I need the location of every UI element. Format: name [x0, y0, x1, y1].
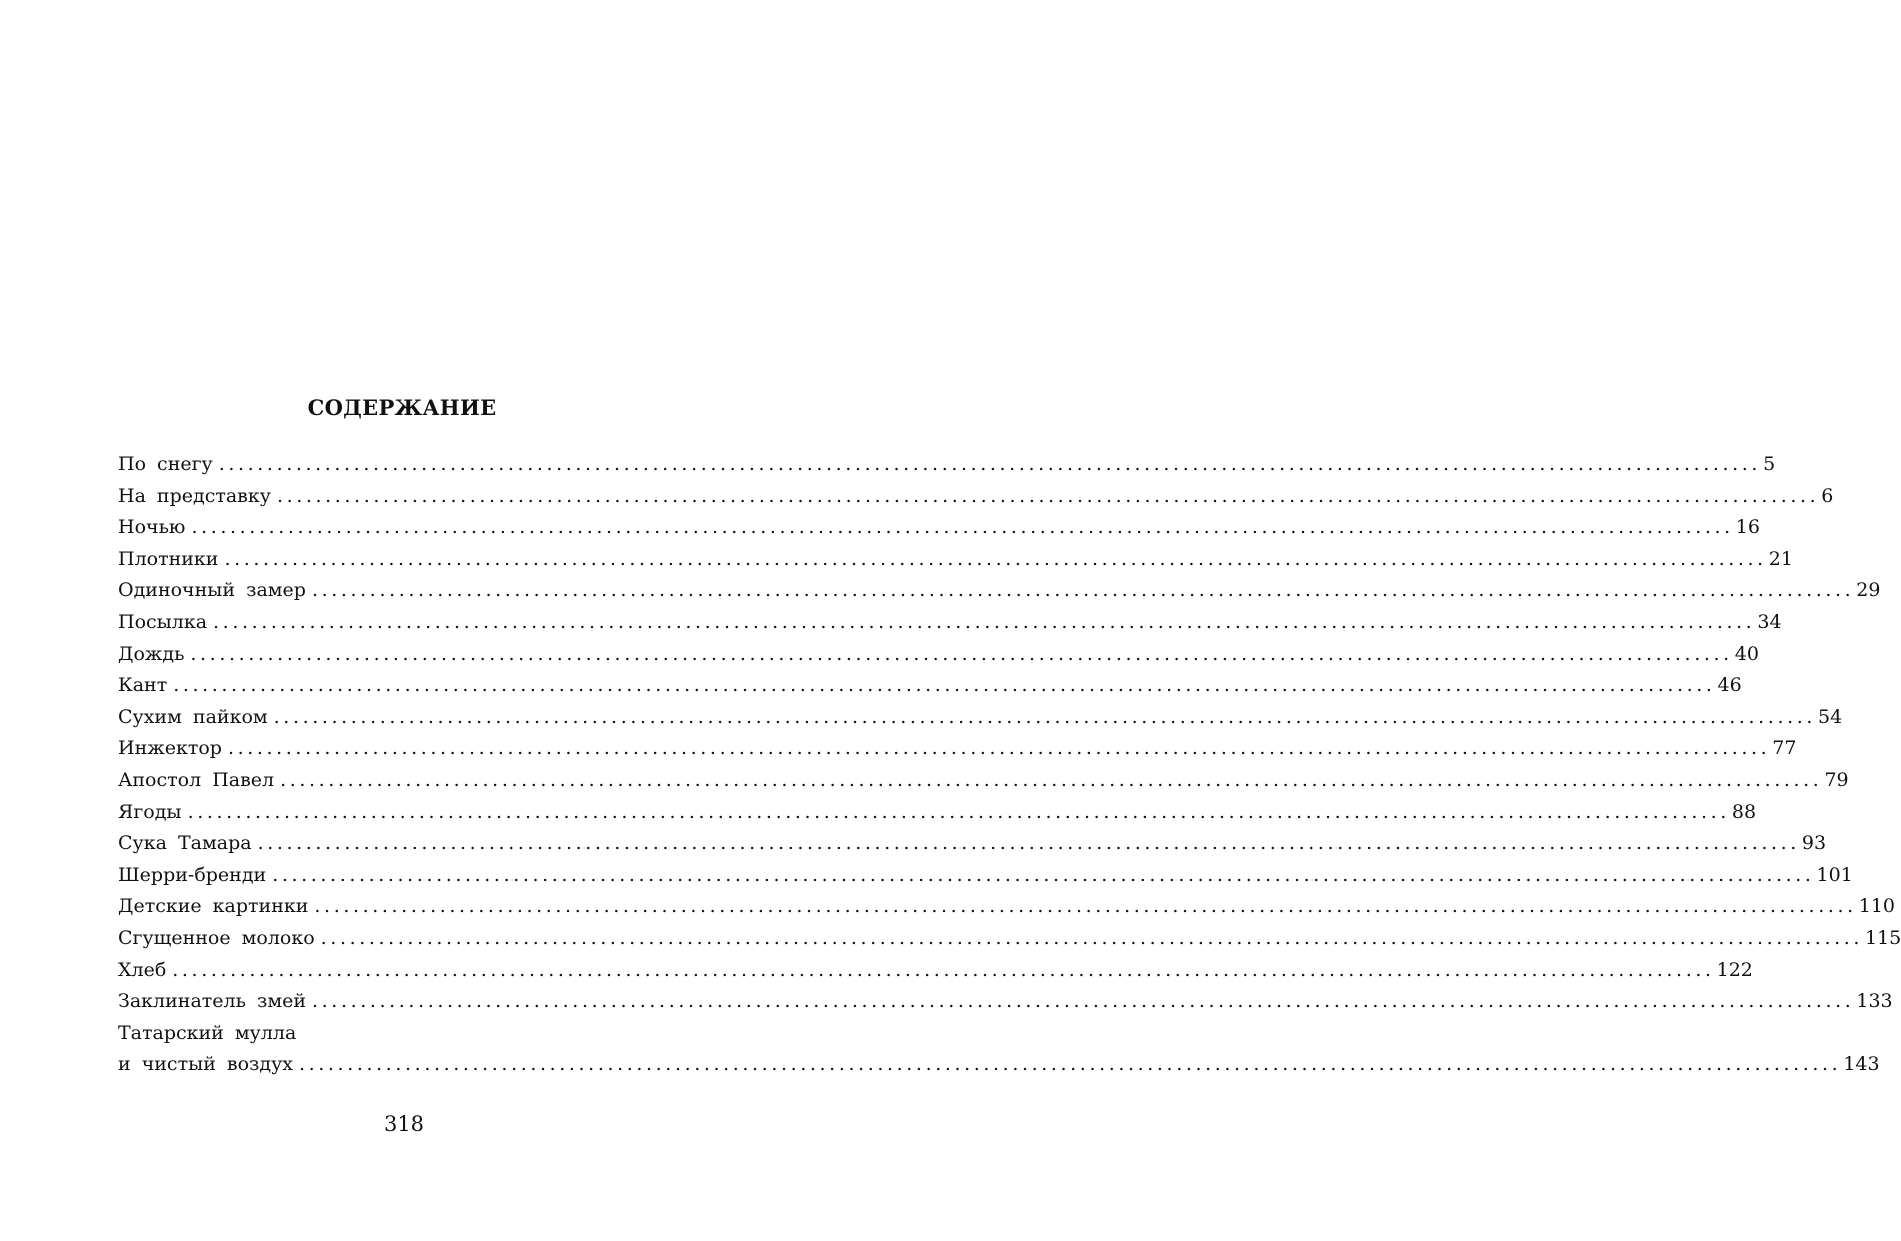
toc-entry-page: 110 — [1858, 895, 1896, 918]
toc-entry-page: 34 — [1757, 610, 1782, 633]
toc-entry-title: Детские картинки — [118, 895, 309, 918]
toc-entry[interactable] — [118, 733, 1797, 765]
toc-entry-title: Сука Тамара — [118, 832, 252, 855]
toc-entry[interactable] — [118, 670, 1742, 702]
toc-entry-page: 77 — [1772, 737, 1797, 760]
toc-entry[interactable] — [118, 1018, 1880, 1081]
toc-entry-page: 16 — [1735, 516, 1760, 539]
dot-leader: ................................................................................................................................................................ — [311, 579, 1855, 602]
toc-entry[interactable] — [118, 702, 1843, 734]
toc-entry-page: 54 — [1818, 705, 1843, 728]
toc-entry[interactable] — [118, 955, 1753, 987]
toc-entry-title: Дождь — [118, 642, 185, 665]
toc-entry-title: Шерри-бренди — [118, 863, 267, 886]
toc-entry[interactable] — [118, 797, 1757, 829]
dot-leader: ................................................................................................................................................................ — [312, 990, 1855, 1013]
toc-entry[interactable] — [118, 765, 1849, 797]
dot-leader: ................................................................................................................................................................ — [213, 610, 1756, 633]
toc-entry-title-line1: Татарский мулла — [118, 1021, 297, 1044]
toc-entry-title: Апостол Павел — [118, 768, 275, 791]
toc-entry-title: По снегу — [118, 453, 213, 475]
page-title: СОДЕРЖАНИЕ — [307, 395, 497, 420]
toc-entry-title: Плотники — [118, 547, 219, 570]
toc-entry-title: Кант — [118, 674, 168, 697]
toc-entry-page: 6 — [1821, 484, 1834, 507]
toc-entry[interactable] — [118, 891, 1896, 923]
toc-entry-title: Ночью — [118, 516, 186, 539]
toc-entry[interactable] — [118, 575, 1881, 607]
toc-entry-title: Хлеб — [118, 958, 167, 981]
toc-entry[interactable] — [118, 512, 1760, 544]
toc-entry-title: Сухим пайком — [118, 705, 268, 728]
toc-entry-title-line2: и чистый воздух — [118, 1053, 293, 1076]
dot-leader: ................................................................................................................................................................ — [173, 674, 1716, 697]
toc-entry-title: Заклинатель змей — [118, 990, 307, 1013]
toc-entry[interactable] — [118, 828, 1827, 860]
table-of-contents — [118, 449, 1901, 1081]
toc-entry-page: 93 — [1801, 832, 1827, 855]
page-number: 318 — [383, 1112, 425, 1136]
dot-leader: ................................................................................................................................................................ — [314, 895, 1857, 918]
toc-entry[interactable] — [118, 860, 1853, 892]
dot-leader: ................................................................................................................................................................ — [227, 737, 1771, 760]
toc-entry[interactable] — [118, 449, 1776, 481]
toc-entry-page: 133 — [1856, 990, 1893, 1013]
dot-leader: ................................................................................................................................................................ — [280, 768, 1823, 791]
dot-leader: ................................................................................................................................................................ — [276, 484, 1820, 507]
dot-leader: ................................................................................................................................................................ — [172, 958, 1715, 981]
toc-entry-page: 46 — [1717, 674, 1742, 697]
dot-leader: ................................................................................................................................................................ — [299, 1053, 1842, 1076]
toc-entry-page: 143 — [1843, 1053, 1880, 1076]
dot-leader: ................................................................................................................................................................ — [272, 863, 1815, 886]
toc-entry-title: Инжектор — [118, 737, 222, 760]
dot-leader: ................................................................................................................................................................ — [218, 453, 1762, 475]
toc-entry-page: 21 — [1768, 547, 1793, 570]
dot-leader: ................................................................................................................................................................ — [191, 516, 1734, 539]
toc-entry[interactable] — [118, 923, 1901, 955]
dot-leader: ................................................................................................................................................................ — [187, 800, 1730, 823]
dot-leader: ................................................................................................................................................................ — [224, 547, 1767, 570]
dot-leader: ................................................................................................................................................................ — [273, 705, 1816, 728]
toc-entry-title: На представку — [118, 484, 271, 507]
toc-entry-page: 115 — [1865, 926, 1901, 949]
toc-entry-page: 40 — [1734, 642, 1759, 665]
dot-leader: ................................................................................................................................................................ — [320, 926, 1863, 949]
toc-entry-page: 122 — [1716, 958, 1753, 981]
dot-leader: ................................................................................................................................................................ — [257, 832, 1800, 855]
toc-entry-title: Одиночный замер — [118, 579, 306, 602]
toc-entry-page: 88 — [1731, 800, 1757, 823]
toc-entry[interactable] — [118, 986, 1893, 1018]
toc-entry[interactable] — [118, 481, 1834, 513]
toc-entry[interactable] — [118, 607, 1782, 639]
toc-entry[interactable] — [118, 544, 1793, 576]
toc-entry[interactable] — [118, 639, 1759, 671]
toc-entry-page: 101 — [1816, 863, 1853, 886]
toc-entry-page: 29 — [1856, 579, 1881, 602]
toc-entry-page: 79 — [1824, 768, 1849, 791]
toc-entry-title: Посылка — [118, 610, 208, 633]
toc-entry-title: Ягоды — [118, 800, 182, 823]
dot-leader: ................................................................................................................................................................ — [190, 642, 1733, 665]
toc-entry-page: 5 — [1763, 453, 1776, 475]
toc-entry-title: Сгущенное молоко — [118, 926, 315, 949]
